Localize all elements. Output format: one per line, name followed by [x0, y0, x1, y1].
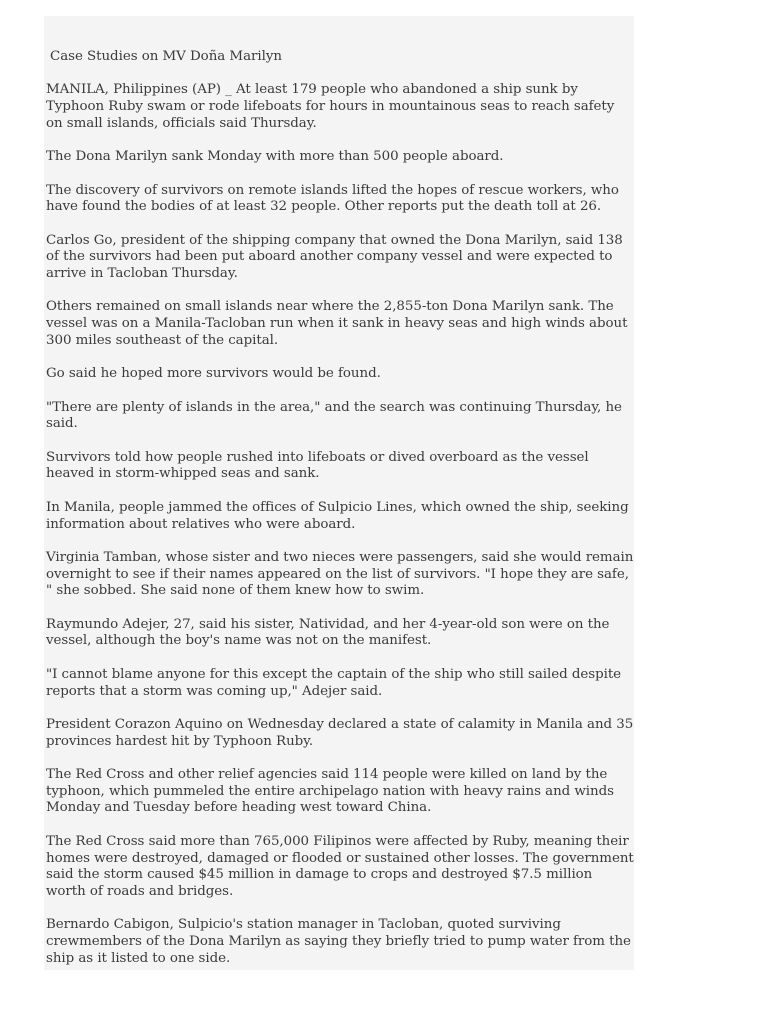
- document-page: [44, 16, 634, 970]
- paragraph-13: President Corazon Aquino on Wednesday declared a state of calamity in Manila and 35 provinces hardest hit by Typhoon Ruby.: [46, 716, 634, 749]
- paragraph-10: Virginia Tamban, whose sister and two nieces were passengers, said she would remain overnight to see if their names appeared on the list of survivors. "I hope they are safe, " she sobbed. She said none of them knew how to swim.: [46, 549, 634, 599]
- paragraph-1: MANILA, Philippines (AP) _ At least 179 people who abandoned a ship sunk by Typhoon Ruby swam or rode lifeboats for hours in mountainous seas to reach safety on small islands, officials said Thursday.: [46, 82, 615, 131]
- paragraph-4: Carlos Go, president of the shipping company that owned the Dona Marilyn, said 138 of the survivors had been put aboard another company vessel and were expected to arrive in Tacloban Thursday.: [46, 232, 623, 282]
- paragraph-11: Raymundo Adejer, 27, said his sister, Natividad, and her 4-year-old son were on the vessel, although the boy's name was not on the manifest.: [46, 616, 610, 649]
- paragraph-5: Others remained on small islands near where the 2,855-ton Dona Marilyn sank. The vessel was on a Manila-Tacloban run when it sank in heavy seas and high winds about 300 miles southeast of the capital.: [46, 299, 628, 348]
- paragraph-2: The Dona Marilyn sank Monday with more than 500 people aboard.: [46, 149, 504, 165]
- paragraph-12: "I cannot blame anyone for this except the captain of the ship who still sailed despite reports that a storm was coming up," Adejer said.: [46, 666, 622, 699]
- paragraph-3: The discovery of survivors on remote islands lifted the hopes of rescue workers, who have found the bodies of at least 32 people. Other reports put the death toll at 26.: [46, 182, 619, 215]
- paragraph-14: The Red Cross and other relief agencies said 114 people were killed on land by the typhoon, which pummeled the entire archipelago nation with heavy rains and winds Monday and Tuesday before heading west toward China.: [46, 767, 614, 816]
- paragraph-7: "There are plenty of islands in the area," and the search was continuing Thursday, he said.: [46, 399, 622, 432]
- paragraph-8: Survivors told how people rushed into lifeboats or dived overboard as the vessel heaved in storm-whipped seas and sank.: [46, 449, 589, 482]
- paragraph-16: Bernardo Cabigon, Sulpicio's station manager in Tacloban, quoted surviving crewmembers of the Dona Marilyn as saying they briefly tried to pump water from the ship as it listed to one side.: [46, 917, 631, 966]
- paragraph-15: The Red Cross said more than 765,000 Filipinos were affected by Ruby, meaning their homes were destroyed, damaged or flooded or sustained other losses. The government said the storm caused $45 million in damage to crops and destroyed $7.5 million worth of roads and bridges.: [46, 833, 634, 899]
- document-title: Case Studies on MV Doña Marilyn: [50, 49, 282, 64]
- paragraph-6: Go said he hoped more survivors would be found.: [46, 366, 381, 382]
- paragraph-9: In Manila, people jammed the offices of Sulpicio Lines, which owned the ship, seeking information about relatives who were aboard.: [46, 499, 629, 532]
